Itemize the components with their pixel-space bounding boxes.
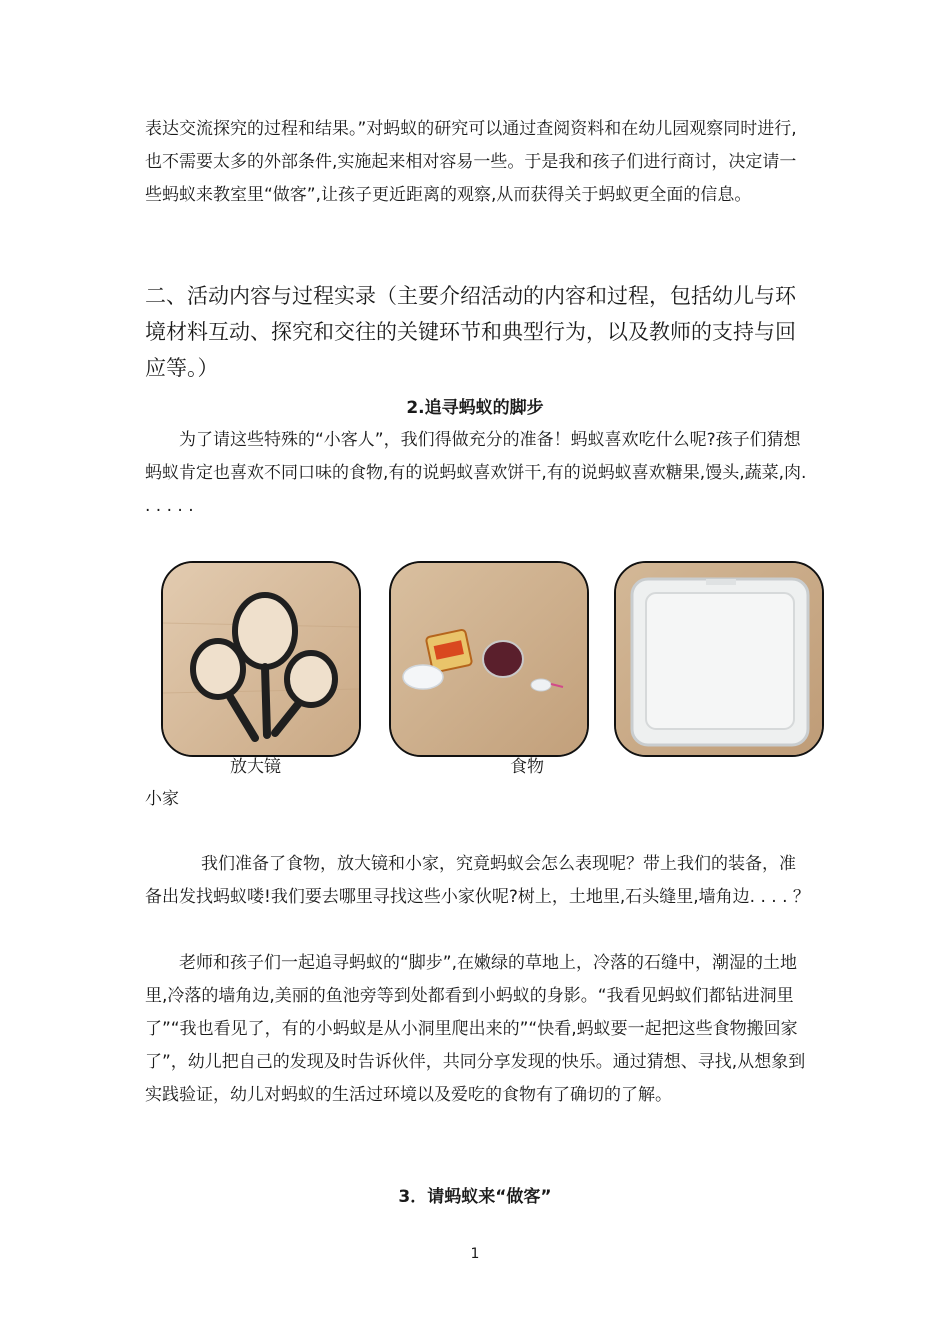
magnifier-caption: 放大镜 <box>230 757 281 777</box>
section-heading: 二、活动内容与过程实录（主要介绍活动的内容和过程，包括幼儿与环境材料互动、探究和交往的关键环节和典型行为，以及教师的支持与回应等。） <box>145 284 796 380</box>
search-paragraph: 我们准备了食物，放大镜和小家，究竟蚂蚁会怎么表现呢？带上我们的装备，准备出发找蚂蚁喽!我们要去哪里寻找这些小家伙呢?树上，土地里,石头缝里,墙角边. . . . ？ <box>145 854 810 907</box>
subheading-ant-footsteps: 2.追寻蚂蚁的脚步 <box>406 398 544 418</box>
subheading-invite-ants: 3．请蚂蚁来“做客” <box>398 1187 552 1207</box>
page-number: 1 <box>470 1246 480 1262</box>
food-caption: 食物 <box>510 757 544 777</box>
observe-paragraph: 老师和孩子们一起追寻蚂蚁的“脚步”,在嫩绿的草地上，冷落的石缝中，潮湿的土地里,冷落的墙角边,美丽的鱼池旁等到处都看到小蚂蚁的身影。“我看见蚂蚁们都钻进洞里了”“我也看见了，有的小蚂蚁是从小洞里爬出来的”“快看,蚂蚁要一起把这些食物搬回家了”，幼儿把自己的发现及时告诉伙伴，共同分享发现的快乐。通过猜想、寻找,从想象到实践验证，幼儿对蚂蚁的生活过环境以及爱吃的食物有了确切的了解。 <box>145 953 806 1105</box>
food-photo <box>389 561 589 757</box>
prepare-paragraph: 为了请这些特殊的“小客人”，我们得做充分的准备！蚂蚁喜欢吃什么呢?孩子们猜想蚂蚁肯定也喜欢不同口味的食物,有的说蚂蚁喜欢饼干,有的说蚂蚁喜欢糖果,馒头,蔬菜,肉. . . . . . <box>145 430 807 516</box>
intro-paragraph: 表达交流探究的过程和结果。”对蚂蚁的研究可以通过查阅资料和在幼儿园观察同时进行,也不需要太多的外部条件,实施起来相对容易一些。于是我和孩子们进行商讨，决定请一些蚂蚁来教室里“做客”,让孩子更近距离的观察,从而获得关于蚂蚁更全面的信息。 <box>145 119 797 205</box>
magnifier-photo <box>161 561 361 757</box>
house-caption: 小家 <box>145 789 179 809</box>
box-photo <box>614 561 824 757</box>
